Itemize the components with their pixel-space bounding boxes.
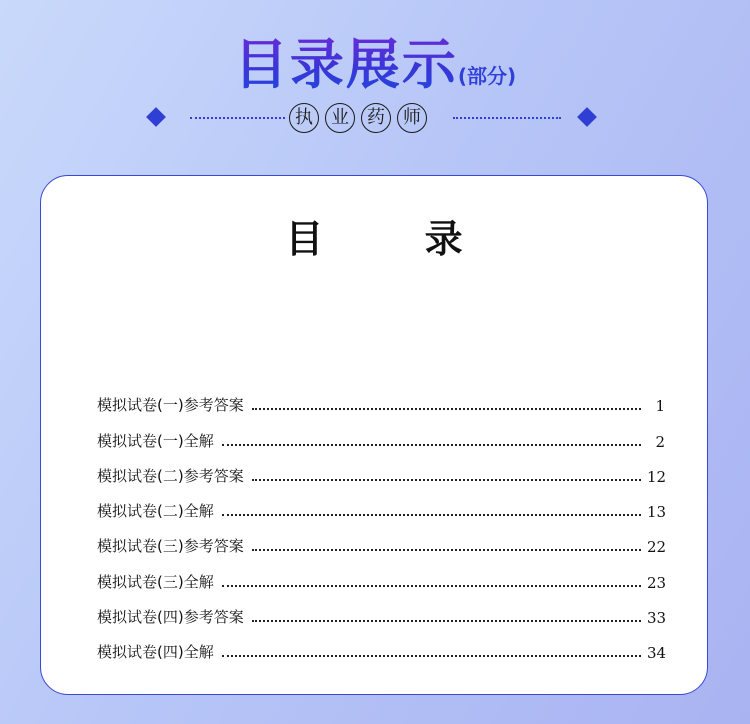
toc-entry-label: 模拟试卷(三)参考答案 [97, 537, 244, 556]
toc-leader [222, 655, 641, 657]
toc-card [40, 175, 708, 695]
toc-leader [252, 620, 641, 622]
page-title-main: 目录展示 [233, 33, 458, 96]
toc-entry-label: 模拟试卷(四)参考答案 [97, 608, 244, 627]
toc-entry [97, 451, 665, 486]
toc-leader [252, 549, 641, 551]
toc-entry-label: 模拟试卷(一)全解 [97, 431, 214, 450]
circled-char: 药 [361, 103, 391, 133]
circled-char: 执 [289, 103, 319, 133]
circled-char: 业 [325, 103, 355, 133]
toc-entry-page: 2 [655, 432, 665, 451]
toc-leader [252, 479, 641, 481]
toc-entry [97, 415, 665, 450]
toc-entry-label: 模拟试卷(二)参考答案 [97, 466, 244, 485]
diamond-right-icon [577, 107, 597, 127]
toc-entry-label: 模拟试卷(二)全解 [97, 502, 214, 521]
toc-entry [97, 556, 665, 591]
circled-char: 师 [397, 103, 427, 133]
toc-entry-label: 模拟试卷(一)参考答案 [97, 396, 244, 415]
toc-entry [97, 486, 665, 521]
toc-entry-page: 23 [647, 573, 667, 592]
toc-entry-page: 22 [647, 538, 667, 557]
toc-entry-page: 33 [647, 609, 667, 628]
toc-entry [97, 521, 665, 556]
page-title [0, 22, 750, 99]
toc-entry [97, 592, 665, 627]
toc-leader [222, 514, 641, 516]
page-title-sub: (部分) [457, 64, 517, 88]
toc-entry-label: 模拟试卷(三)全解 [97, 572, 214, 591]
toc-leader [252, 408, 641, 410]
dotted-rule-right [453, 117, 561, 119]
toc-entry-page: 34 [647, 644, 667, 663]
dotted-rule-left [190, 117, 285, 119]
toc-entry [97, 627, 665, 662]
toc-entry-page: 12 [647, 467, 667, 486]
toc-entry-page: 13 [647, 503, 667, 522]
toc-leader [222, 444, 641, 446]
toc-entry-label: 模拟试卷(四)全解 [97, 643, 214, 662]
toc-entry [97, 380, 665, 415]
toc-heading: 目 录 [285, 216, 507, 261]
toc-leader [222, 585, 641, 587]
subtitle-decoration [0, 103, 750, 133]
toc-list [97, 380, 665, 662]
subtitle-circled-chars [289, 103, 427, 133]
toc-entry-page: 1 [655, 397, 665, 416]
diamond-left-icon [146, 107, 166, 127]
